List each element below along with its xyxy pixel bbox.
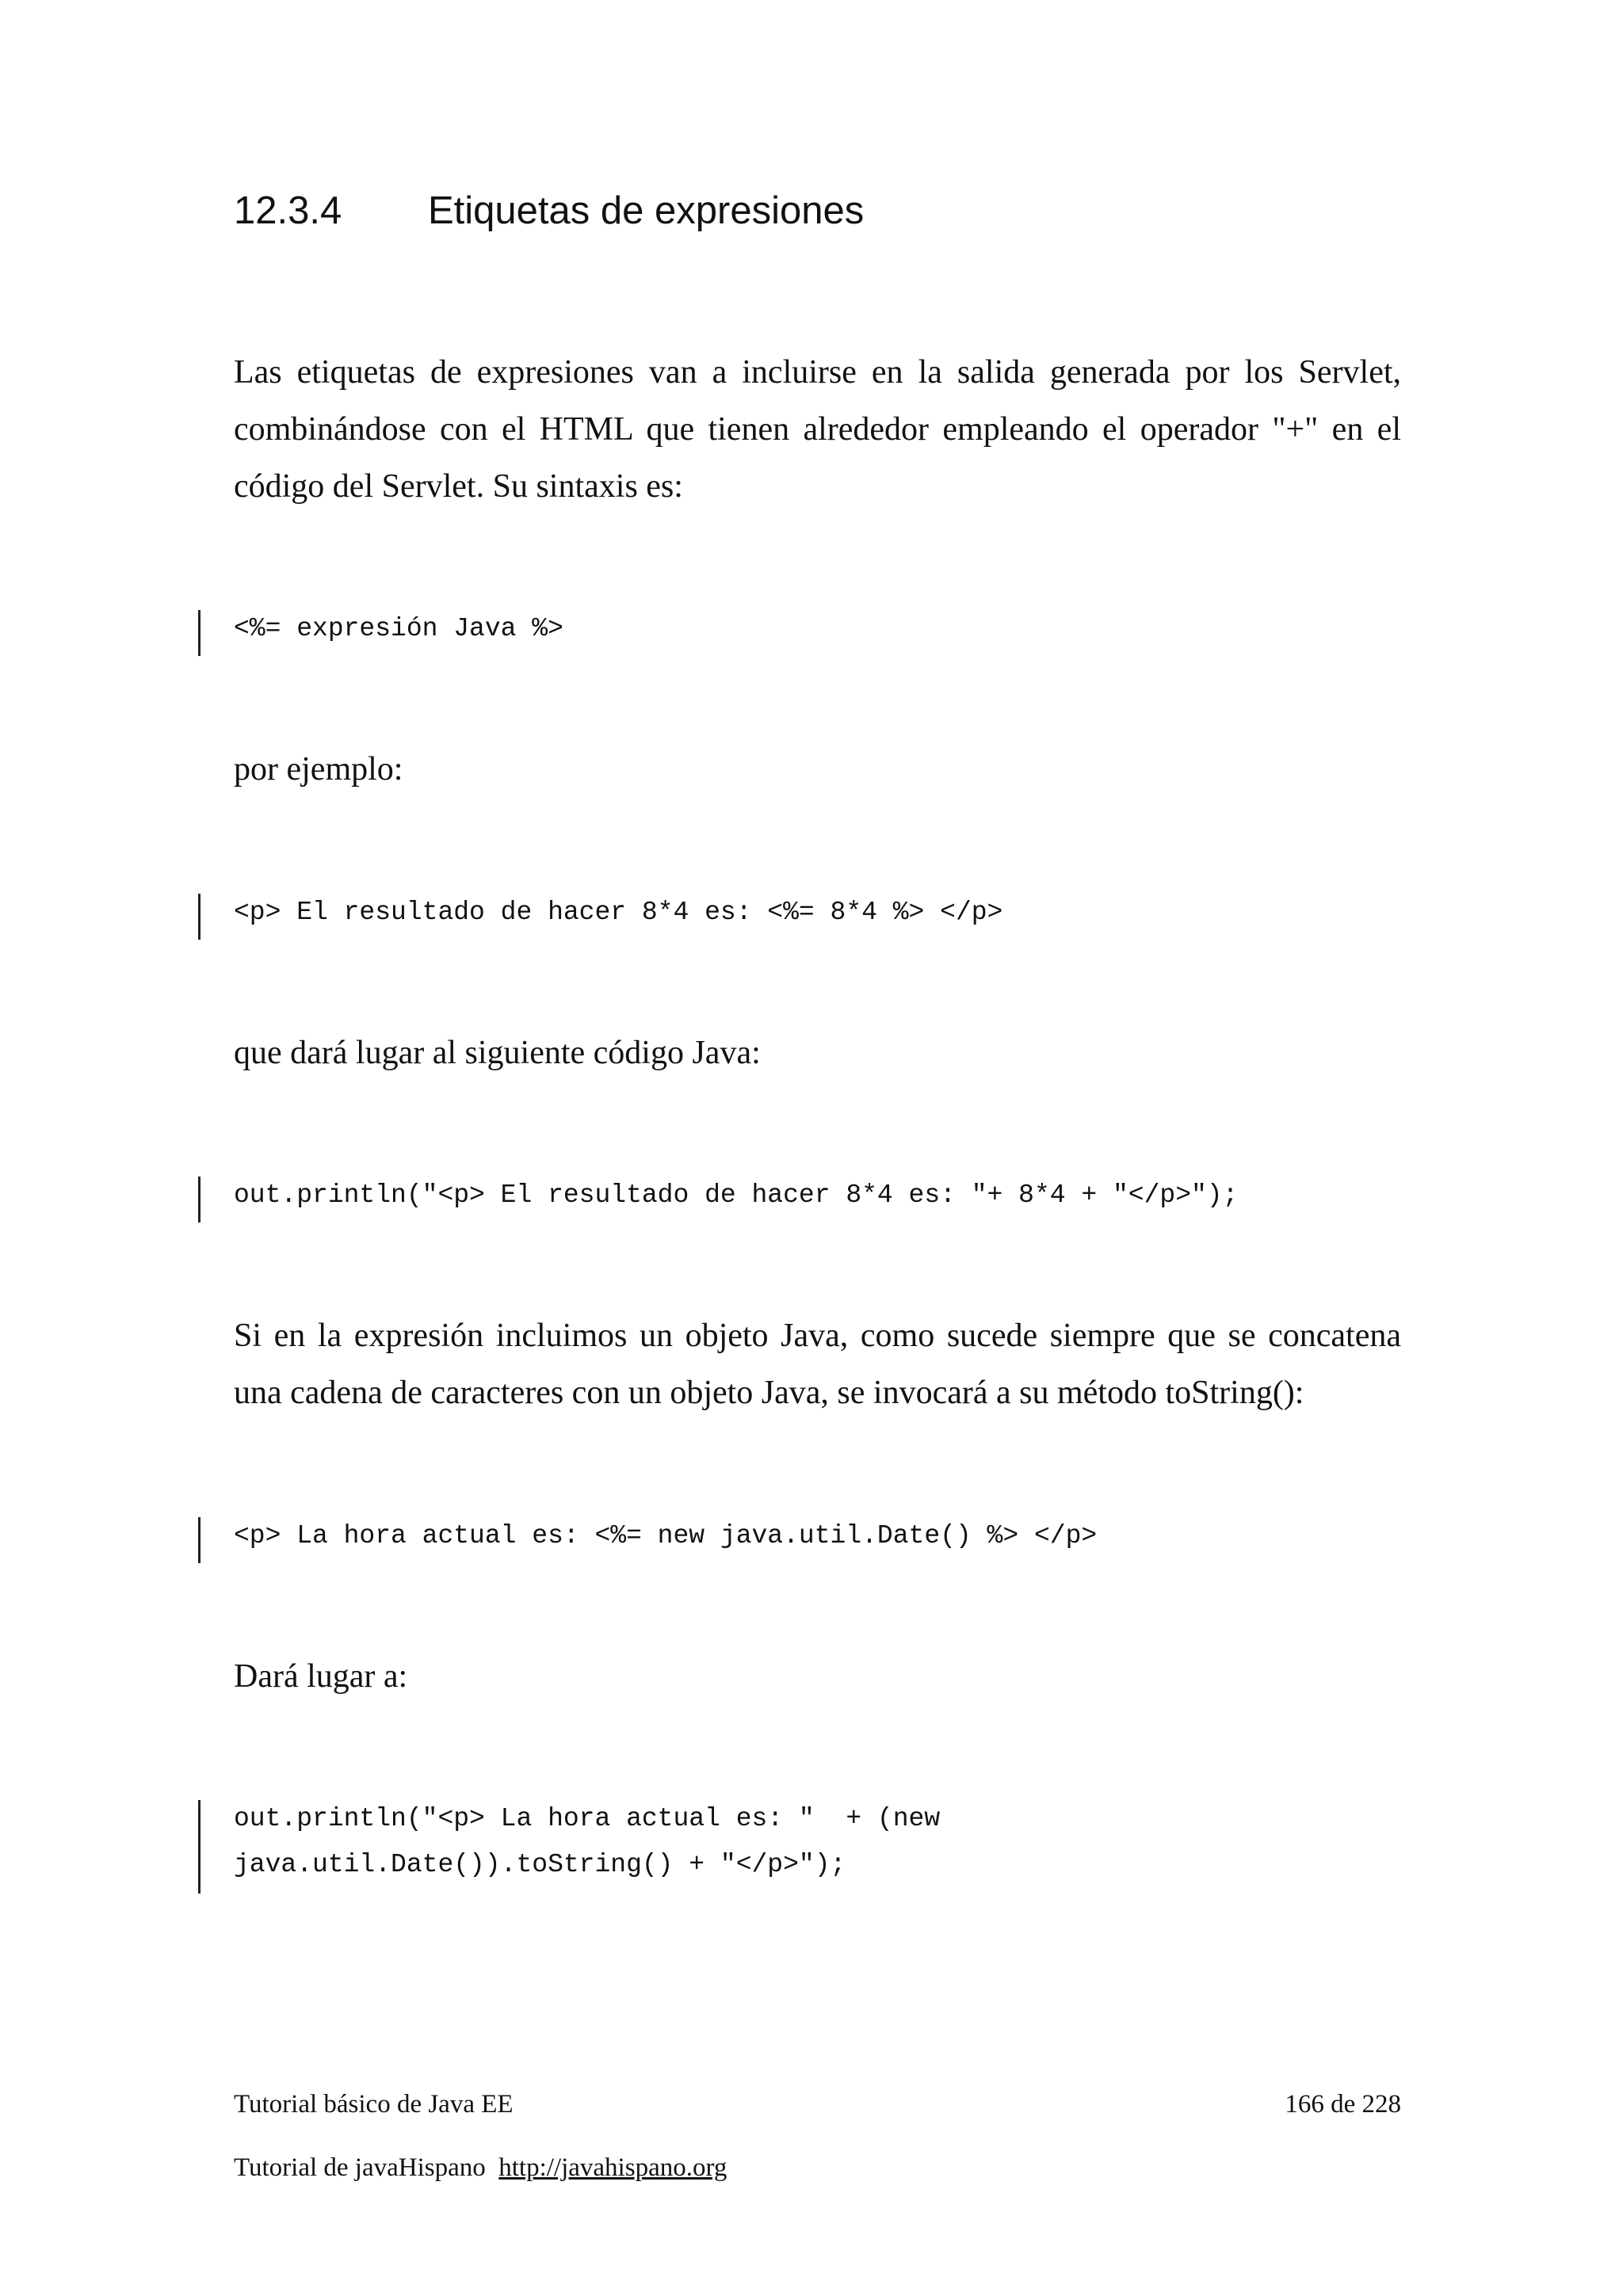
code-date-example: <p> La hora actual es: <%= new java.util.Date() %> </p> <box>234 1521 1098 1550</box>
code-syntax: <%= expresión Java %> <box>234 614 563 643</box>
example-lead-paragraph: por ejemplo: <box>234 751 403 788</box>
section-title: Etiquetas de expresiones <box>428 189 865 232</box>
change-bar <box>198 1517 200 1563</box>
code-date-generated-line2: java.util.Date()).toString() + "</p>"); <box>234 1850 846 1879</box>
footer-title: Tutorial básico de Java EE <box>234 2090 514 2119</box>
change-bar <box>198 1800 200 1894</box>
section-heading <box>234 187 864 235</box>
gives-lead-paragraph: Dará lugar a: <box>234 1658 408 1695</box>
object-note-paragraph: Si en la expresión incluimos un objeto Java, como sucede siempre que se concatena una cadena de caracteres con un objeto Java, se invocará a su método toString(): <box>234 1318 1401 1411</box>
change-bar <box>198 894 200 940</box>
footer-credit-line <box>234 2152 727 2183</box>
result-lead-paragraph: que dará lugar al siguiente código Java: <box>234 1035 761 1071</box>
footer-credit: Tutorial de javaHispano <box>234 2153 486 2182</box>
footer-page-indicator: 166 de 228 <box>1285 2090 1401 2119</box>
intro-paragraph: Las etiquetas de expresiones van a incluirse en la salida generada por los Servlet, combinándose con el HTML que tienen alrededor empleando el operador "+" en el código del Servlet. Su sintaxis es: <box>234 354 1401 505</box>
code-date-generated-line1: out.println("<p> La hora actual es: " + (new <box>234 1804 941 1833</box>
change-bar <box>198 1177 200 1222</box>
footer-url-link[interactable]: http://javahispano.org <box>498 2153 727 2182</box>
section-number: 12.3.4 <box>234 189 342 232</box>
code-generated: out.println("<p> El resultado de hacer 8*4 es: "+ 8*4 + "</p>"); <box>234 1180 1239 1210</box>
change-bar <box>198 610 200 656</box>
code-example: <p> El resultado de hacer 8*4 es: <%= 8*4 %> </p> <box>234 898 1003 927</box>
